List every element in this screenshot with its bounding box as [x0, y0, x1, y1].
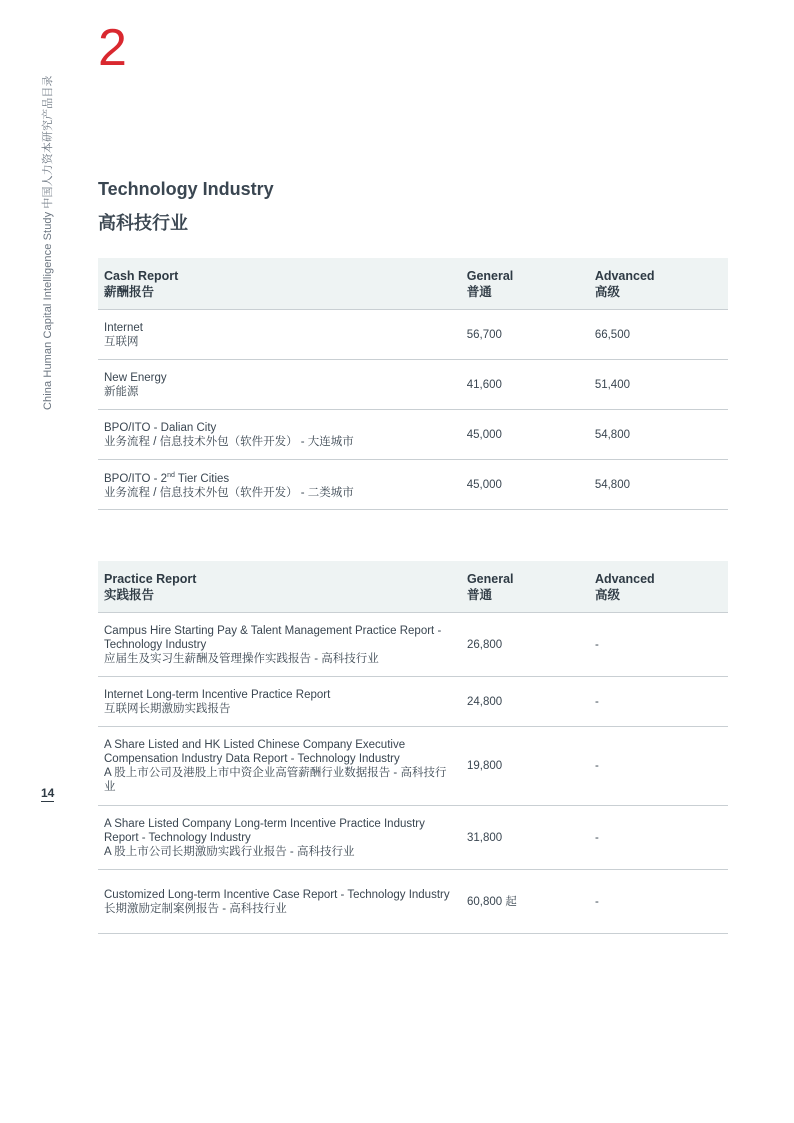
table-row — [98, 613, 728, 677]
report-name-en-part: BPO/ITO - 2 — [104, 472, 168, 485]
general-price: 56,700 — [461, 310, 589, 360]
report-name-cn: 互联网长期激励实践报告 — [104, 702, 231, 715]
header-name-cn: 实践报告 — [104, 588, 155, 602]
advanced-price: - — [589, 727, 728, 806]
report-name-cell — [98, 310, 461, 360]
header-name-cn: 薪酬报告 — [104, 285, 155, 299]
general-price: 24,800 — [461, 677, 589, 727]
report-name-en: Internet — [104, 321, 143, 334]
report-name-en-part: Tier Cities — [174, 472, 230, 485]
header-general-en: General — [466, 572, 514, 586]
advanced-price: - — [589, 677, 728, 727]
report-name-cell — [98, 870, 461, 934]
general-price: 60,800 起 — [461, 870, 589, 934]
report-name-cell — [98, 677, 461, 727]
header-general-cn: 普通 — [466, 285, 492, 299]
header-advanced — [589, 561, 728, 613]
section-title-en: Technology Industry — [98, 179, 274, 199]
advanced-price: - — [589, 806, 728, 870]
general-price: 19,800 — [461, 727, 589, 806]
table-row — [98, 870, 728, 934]
side-title: China Human Capital Intelligence Study 中国人力资本研究产品目录 — [42, 75, 54, 410]
report-name-cn: A 股上市公司长期激励实践行业报告 - 高科技行业 — [104, 845, 355, 858]
report-name-cell — [98, 613, 461, 677]
header-general-en: General — [466, 269, 514, 283]
table-row — [98, 460, 728, 510]
report-name-cell — [98, 360, 461, 410]
header-advanced-en: Advanced — [594, 269, 655, 283]
advanced-price: 54,800 — [589, 410, 728, 460]
report-name-en: New Energy — [104, 371, 167, 384]
advanced-price: - — [589, 613, 728, 677]
report-name-cn: 长期激励定制案例报告 - 高科技行业 — [104, 902, 287, 915]
table-header-row — [98, 258, 728, 310]
report-name-cell — [98, 806, 461, 870]
header-name-en: Cash Report — [104, 269, 179, 283]
table-row — [98, 410, 728, 460]
report-name-en: Internet Long-term Incentive Practice Report — [104, 688, 331, 701]
header-advanced — [589, 258, 728, 310]
advanced-price: 66,500 — [589, 310, 728, 360]
report-name-cn: 互联网 — [104, 335, 139, 348]
report-name-en: A Share Listed and HK Listed Chinese Company Executive Compensation Industry Data Report - Technology Industry — [104, 739, 406, 765]
table-row — [98, 360, 728, 410]
table-row — [98, 727, 728, 806]
report-name-cn: 新能源 — [104, 385, 139, 398]
page-number: 14 — [41, 786, 55, 800]
table-row — [98, 310, 728, 360]
table-row — [98, 677, 728, 727]
report-name-en: Customized Long-term Incentive Case Report - Technology Industry — [104, 888, 450, 901]
report-name-cell — [98, 410, 461, 460]
header-general-cn: 普通 — [466, 588, 492, 602]
report-name-en: Campus Hire Starting Pay & Talent Management Practice Report - Technology Industry — [104, 624, 442, 651]
header-general — [461, 561, 589, 613]
report-name-en: BPO/ITO - Dalian City — [104, 421, 217, 434]
chapter-number: 2 — [98, 19, 127, 77]
general-price: 41,600 — [461, 360, 589, 410]
advanced-price: 54,800 — [589, 460, 728, 510]
header-advanced-cn: 高级 — [594, 588, 620, 602]
report-name-en: A Share Listed Company Long-term Incentive Practice Industry Report - Technology Industry — [104, 817, 425, 844]
section-title-cn: 高科技行业 — [98, 213, 188, 233]
cash-report-table — [98, 258, 728, 510]
header-report-name — [98, 561, 461, 613]
header-general — [461, 258, 589, 310]
report-name-cell — [98, 727, 461, 806]
header-report-name — [98, 258, 461, 310]
report-name-cn: 业务流程 / 信息技术外包（软件开发） - 二类城市 — [104, 486, 354, 499]
header-advanced-cn: 高级 — [594, 285, 620, 299]
report-name-cn: 应届生及实习生薪酬及管理操作实践报告 - 高科技行业 — [104, 652, 379, 665]
report-name-cn: 业务流程 / 信息技术外包（软件开发） - 大连城市 — [104, 435, 354, 448]
general-price: 31,800 — [461, 806, 589, 870]
header-name-en: Practice Report — [104, 572, 197, 586]
advanced-price: - — [589, 870, 728, 934]
report-name-cn: A 股上市公司及港股上市中资企业高管薪酬行业数据报告 - 高科技行业 — [104, 767, 447, 793]
report-name-cell — [98, 460, 461, 510]
header-advanced-en: Advanced — [594, 572, 655, 586]
general-price: 45,000 — [461, 460, 589, 510]
general-price: 26,800 — [461, 613, 589, 677]
table-header-row — [98, 561, 728, 613]
table-row — [98, 806, 728, 870]
ordinal-suffix: nd — [167, 472, 175, 480]
general-price: 45,000 — [461, 410, 589, 460]
practice-report-table — [98, 561, 728, 934]
advanced-price: 51,400 — [589, 360, 728, 410]
report-name-en — [104, 469, 455, 486]
